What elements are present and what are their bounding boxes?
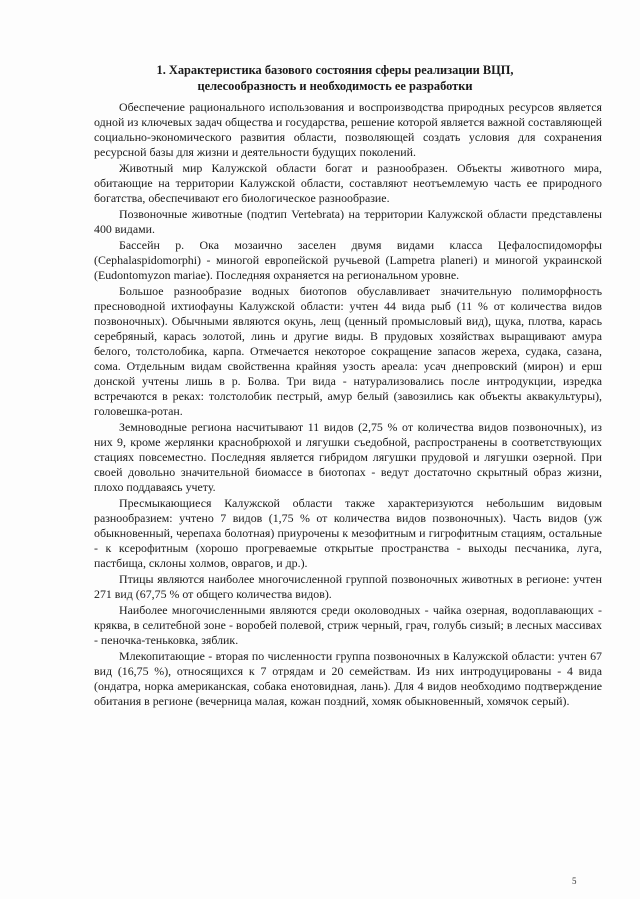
paragraph-mammals: Млекопитающие - вторая по численности группа позвоночных в Калужской области: учтен 67 вид (16,75 %), относящихся к 7 отрядам и 20 семействам. Из них интродуцированы - 4 вида (ондатра, норка американская, собака енотовидная, лань). Для 4 видов необходимо подтверждение обитания в регионе (вечерница малая, кожан поздний, хомяк обыкновенный, хомячок серый). bbox=[94, 648, 602, 708]
paragraph-birds: Птицы являются наиболее многочисленной группой позвоночных животных в регионе: учтен 271 вид (67,75 % от общего количества видов). bbox=[94, 572, 602, 602]
paragraph-reptiles: Пресмыкающиеся Калужской области также характеризуются небольшим видовым разнообразием: учтено 7 видов (1,75 % от количества видов позвоночных). Часть видов (уж обыкновенный, черепаха болотная) приурочены к мезофитным и гигрофитным стациям, остальные - к ксерофитным (хорошо прогреваемые открытые пространства - выходы песчаника, луга, пастбища, склоны холмов, оврагов, и др.). bbox=[94, 496, 602, 571]
section-title-line-1: 1. Характеристика базового состояния сферы реализации ВЦП, bbox=[156, 63, 514, 77]
paragraph-birds-common: Наиболее многочисленными являются среди околоводных - чайка озерная, водоплавающих - кряква, в селитебной зоне - воробей полевой, стриж черный, грач, голубь сизый; в лесных массивах - пеночка-теньковка, зяблик. bbox=[94, 602, 602, 648]
paragraph-lampreys: Бассейн р. Ока мозаично заселен двумя видами класса Цефалоспидоморфы (Cephalaspidomorphi) - миногой европейской ручьевой (Lampetra planeri) и миногой украинской (Eudontomyzon mariae). Последняя охраняется на региональном уровне. bbox=[94, 237, 602, 282]
paragraph-vertebrata: Позвоночные животные (подтип Vertebrata) на территории Калужской области представлены 400 видами. bbox=[94, 206, 602, 236]
section-title-line-2: целесообразность и необходимость ее разработки bbox=[197, 79, 473, 93]
paragraph-fauna: Животный мир Калужской области богат и разнообразен. Объекты животного мира, обитающие на территории Калужской области, составляют неотъемлемую часть ее природного богатства, обеспечивают его биологическое разнообразие. bbox=[94, 160, 602, 206]
paragraph-amphibians: Земноводные региона насчитывают 11 видов (2,75 % от количества видов позвоночных), из них 9, кроме жерлянки краснобрюхой и лягушки съедобной, распространены в соответствующих стациях повсеместно. Последняя является гибридом лягушки прудовой и лягушки озерной. При своей довольно значительной биомассе в биотопах - ведут достаточно скрытный образ жизни, плохо поддаваясь учету. bbox=[94, 419, 602, 495]
paragraph-fish: Большое разнообразие водных биотопов обуславливает значительную полиморфность пресноводной ихтиофауны Калужской области: учтен 44 вида рыб (11 % от количества видов позвоночных). Обычными являются окунь, лещ (ценный промысловый вид), щука, плотва, карась серебряный, карась золотой, линь и другие виды. В прудовых хозяйствах выращивают амура белого, толстолобика, карпа. Отмечается некоторое сокращение запасов жереха, судака, сазана, сома. Отдельным видам свойственна крайняя узость ареала: усач днепровский (мирон) и ерш донской учтены лишь в р. Болва. Три вида - натурализовались после интродукции, изредка встречаются в реках: толстолобик пестрый, амур белый (завозились как объекты аквакультуры), головешка-ротан. bbox=[94, 283, 602, 419]
document-body bbox=[94, 100, 602, 710]
page-number: 5 bbox=[572, 876, 577, 886]
section-title bbox=[110, 62, 560, 94]
paragraph-resources: Обеспечение рационального использования и воспроизводства природных ресурсов является одной из ключевых задач общества и государства, решение которой является важной составляющей социально-экономического развития области, позволяющей создать условия для сохранения ресурсной базы для жизни и деятельности будущих поколений. bbox=[94, 100, 602, 160]
